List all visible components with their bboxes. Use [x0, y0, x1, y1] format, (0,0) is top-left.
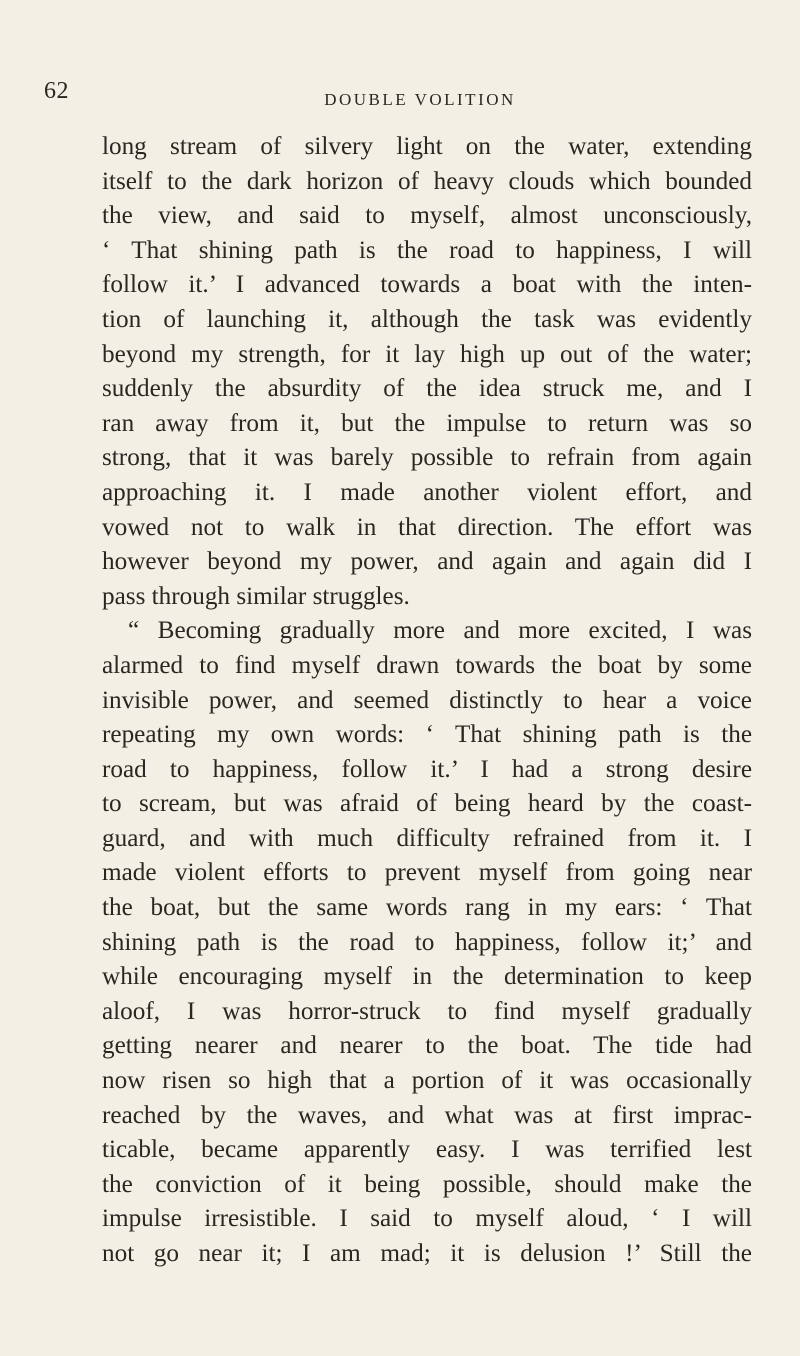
text-line: now risen so high that a portion of it was occasionally: [102, 1067, 752, 1095]
text-line: made violent efforts to prevent myself from going near: [102, 859, 752, 887]
text-line: the boat, but the same words rang in my ears: ‘ That: [102, 894, 752, 922]
text-line: long stream of silvery light on the water, extending: [102, 133, 752, 160]
text-line: pass through similar struggles.: [102, 582, 410, 610]
running-title: [0, 90, 800, 110]
text-line: ‘ That shining path is the road to happiness, I will: [102, 236, 752, 264]
text-line: “ Becoming gradually more and more excited, I was: [128, 617, 752, 645]
text-line: vowed not to walk in that direction. The effort was: [102, 513, 752, 541]
text-line: suddenly the absurdity of the idea struck me, and I: [102, 375, 752, 403]
page-number: 62: [44, 78, 69, 104]
text-line: the conviction of it being possible, should make the: [102, 1170, 752, 1198]
text-line: getting nearer and nearer to the boat. The tide had: [102, 1032, 752, 1060]
text-line: to scream, but was afraid of being heard by the coast-: [102, 790, 752, 818]
text-line: guard, and with much difficulty refrained from it. I: [102, 824, 752, 852]
text-line: repeating my own words: ‘ That shining path is the: [102, 721, 752, 749]
text-line: however beyond my power, and again and again did I: [102, 548, 752, 576]
text-line: shining path is the road to happiness, follow it;’ and: [102, 928, 752, 956]
text-line: aloof, I was horror-struck to find myself gradually: [102, 997, 752, 1025]
text-line: alarmed to find myself drawn towards the boat by some: [102, 651, 752, 679]
text-line: reached by the waves, and what was at first imprac-: [102, 1101, 752, 1129]
text-line: the view, and said to myself, almost unconsciously,: [102, 202, 752, 230]
text-line: while encouraging myself in the determination to keep: [102, 963, 752, 991]
text-line: impulse irresistible. I said to myself aloud, ‘ I will: [102, 1205, 752, 1233]
text-line: ran away from it, but the impulse to return was so: [102, 409, 752, 437]
text-line: strong, that it was barely possible to refrain from again: [102, 444, 752, 472]
text-line: itself to the dark horizon of heavy clouds which bounded: [102, 167, 752, 195]
text-line: road to happiness, follow it.’ I had a strong desire: [102, 755, 752, 783]
body-text: [102, 130, 752, 1272]
text-line: beyond my strength, for it lay high up out of the water;: [102, 340, 752, 368]
text-line: follow it.’ I advanced towards a boat with the inten-: [102, 271, 752, 299]
text-line: ticable, became apparently easy. I was terrified lest: [102, 1136, 752, 1164]
running-title-text: DOUBLE VOLITION: [324, 90, 516, 109]
text-line: not go near it; I am mad; it is delusion !’ Still the: [102, 1240, 752, 1267]
text-line: invisible power, and seemed distinctly to hear a voice: [102, 686, 752, 714]
text-line: approaching it. I made another violent effort, and: [102, 478, 752, 506]
text-line: tion of launching it, although the task was evidently: [102, 305, 752, 333]
